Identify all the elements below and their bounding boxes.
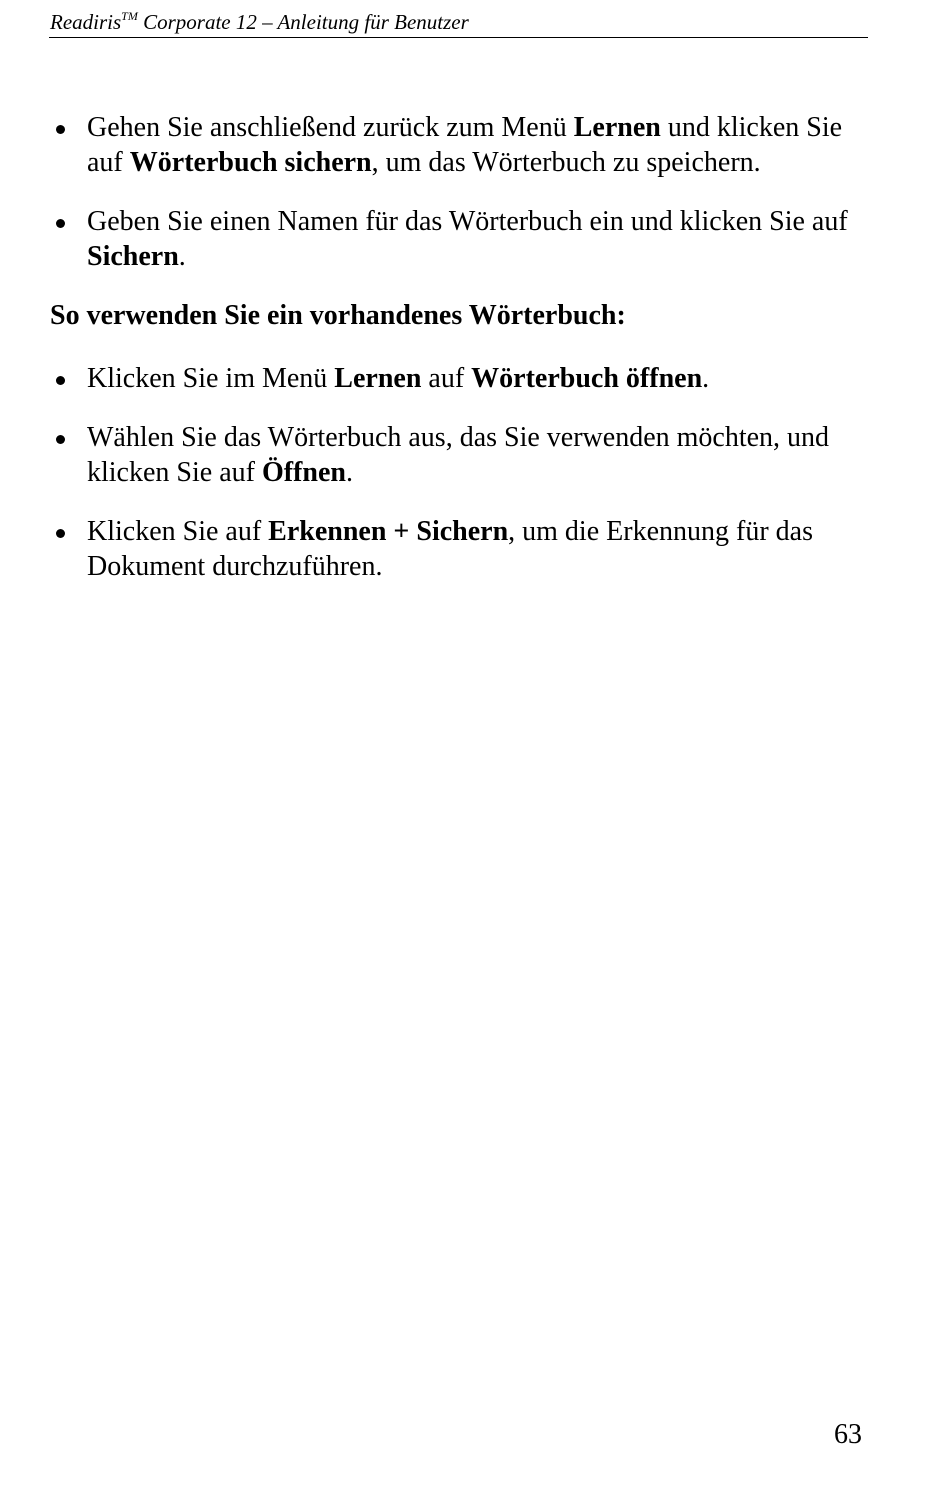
header-rule: [49, 37, 868, 38]
header-title: Corporate 12 – Anleitung für Benutzer: [137, 10, 469, 34]
bullet-select-dictionary: [50, 420, 870, 490]
command-reference: Öffnen: [261, 457, 346, 488]
header-trademark: TM: [121, 9, 138, 23]
bullet-save-dictionary: [50, 110, 870, 180]
bullet-dot-icon: [56, 219, 65, 228]
page-number: 63: [834, 1419, 862, 1450]
command-reference: Wörterbuch sichern: [129, 147, 372, 178]
bullet-text: Geben Sie einen Namen für das Wörterbuch ein und klicken Sie auf: [87, 206, 848, 237]
bullet-open-dictionary: [50, 361, 870, 396]
bullet-text: , um die Erkennung für das Dokument durchzuführen.: [87, 516, 813, 582]
header-product: Readiris: [50, 10, 122, 34]
bullet-dot-icon: [56, 125, 65, 134]
bullet-text: , um das Wörterbuch zu speichern.: [371, 147, 761, 178]
bullet-dot-icon: [56, 529, 65, 538]
bullet-text: .: [345, 457, 353, 488]
bullet-text: .: [702, 363, 710, 394]
bullet-text: Gehen Sie anschließend zurück zum Menü: [87, 112, 574, 143]
bullet-text: Wählen Sie das Wörterbuch aus, das Sie verwenden möchten, und klicken Sie auf: [87, 422, 830, 488]
menu-reference: Lernen: [334, 363, 422, 394]
command-reference: Wörterbuch öffnen: [471, 363, 703, 394]
section-heading: So verwenden Sie ein vorhandenes Wörterbuch:: [50, 300, 626, 331]
bullet-text: und klicken Sie auf: [87, 112, 843, 178]
bullet-dot-icon: [56, 435, 65, 444]
bullet-text: auf: [421, 363, 472, 394]
menu-reference: Lernen: [573, 112, 661, 143]
bullet-recognize-save: [50, 514, 870, 584]
bullet-text: .: [178, 241, 186, 272]
page-body: [50, 110, 870, 584]
bullet-dot-icon: [56, 376, 65, 385]
running-header: [50, 9, 868, 35]
bullet-enter-name: [50, 204, 870, 274]
command-reference: Sichern: [87, 241, 179, 272]
bullet-text: Klicken Sie im Menü: [87, 363, 335, 394]
bullet-text: Klicken Sie auf: [87, 516, 269, 547]
command-reference: Erkennen + Sichern: [268, 516, 509, 547]
